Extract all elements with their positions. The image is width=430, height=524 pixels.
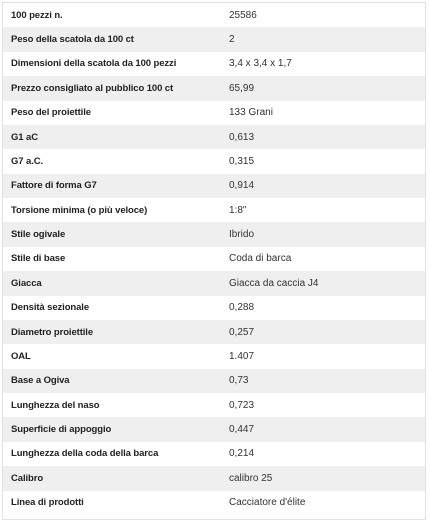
spec-row [3,198,425,222]
spec-label: OAL [11,350,31,362]
spec-value: 1:8" [229,204,247,216]
spec-row [3,76,425,100]
spec-row [3,247,425,271]
spec-value: 0,73 [229,375,249,387]
spec-value: 25586 [229,9,257,21]
spec-row [3,442,425,466]
spec-value: 0,447 [229,424,255,436]
spec-label: Peso della scatola da 100 ct [11,34,134,46]
spec-row [3,125,425,149]
spec-label: Lunghezza della coda della barca [11,448,159,460]
spec-row [3,3,425,27]
spec-label: Densità sezionale [11,302,90,314]
spec-value: 65,99 [229,82,255,94]
spec-value: calibro 25 [229,472,273,484]
spec-value: 0,613 [229,131,255,143]
spec-label: Diametro proiettile [11,326,94,338]
spec-label: Lunghezza del naso [11,399,100,411]
spec-label: Fattore di forma G7 [11,180,97,192]
spec-label: Calibro [11,472,44,484]
spec-row [3,466,425,490]
spec-row [3,101,425,125]
spec-row [3,174,425,198]
spec-row [3,369,425,393]
spec-row [3,52,425,76]
spec-label: G1 aC [11,131,38,143]
specifications-panel [2,2,426,520]
spec-value: Ibrido [229,229,255,241]
spec-value: 0,914 [229,180,255,192]
spec-value: 2 [229,34,235,46]
spec-row [3,222,425,246]
specifications-table [3,3,425,515]
spec-value: 0,723 [229,399,255,411]
spec-value: Cacciatore d'élite [229,497,306,509]
spec-row [3,271,425,295]
spec-value: 0,315 [229,155,255,167]
spec-label: G7 a.C. [11,155,44,167]
spec-label: Dimensioni della scatola da 100 pezzi [11,58,177,70]
spec-label: 100 pezzi n. [11,9,63,21]
spec-label: Base a Ogiva [11,375,70,387]
spec-row [3,149,425,173]
spec-label: Prezzo consigliato al pubblico 100 ct [11,82,174,94]
spec-label: Giacca [11,277,42,289]
spec-value: 133 Grani [229,107,273,119]
spec-value: Giacca da caccia J4 [229,277,319,289]
spec-value: 1.407 [229,350,255,362]
spec-row [3,491,425,515]
spec-row [3,296,425,320]
spec-row [3,393,425,417]
spec-value: 3,4 x 3,4 x 1,7 [229,58,292,70]
spec-label: Peso del proiettile [11,107,91,119]
spec-row [3,320,425,344]
spec-label: Linea di prodotti [11,497,84,509]
spec-label: Stile ogivale [11,229,66,241]
spec-row [3,344,425,368]
spec-value: Coda di barca [229,253,292,265]
spec-label: Superficie di appoggio [11,424,112,436]
spec-row [3,417,425,441]
spec-label: Torsione minima (o più veloce) [11,204,148,216]
spec-label: Stile di base [11,253,66,265]
spec-row [3,27,425,51]
spec-value: 0,214 [229,448,255,460]
spec-value: 0,288 [229,302,255,314]
spec-value: 0,257 [229,326,255,338]
